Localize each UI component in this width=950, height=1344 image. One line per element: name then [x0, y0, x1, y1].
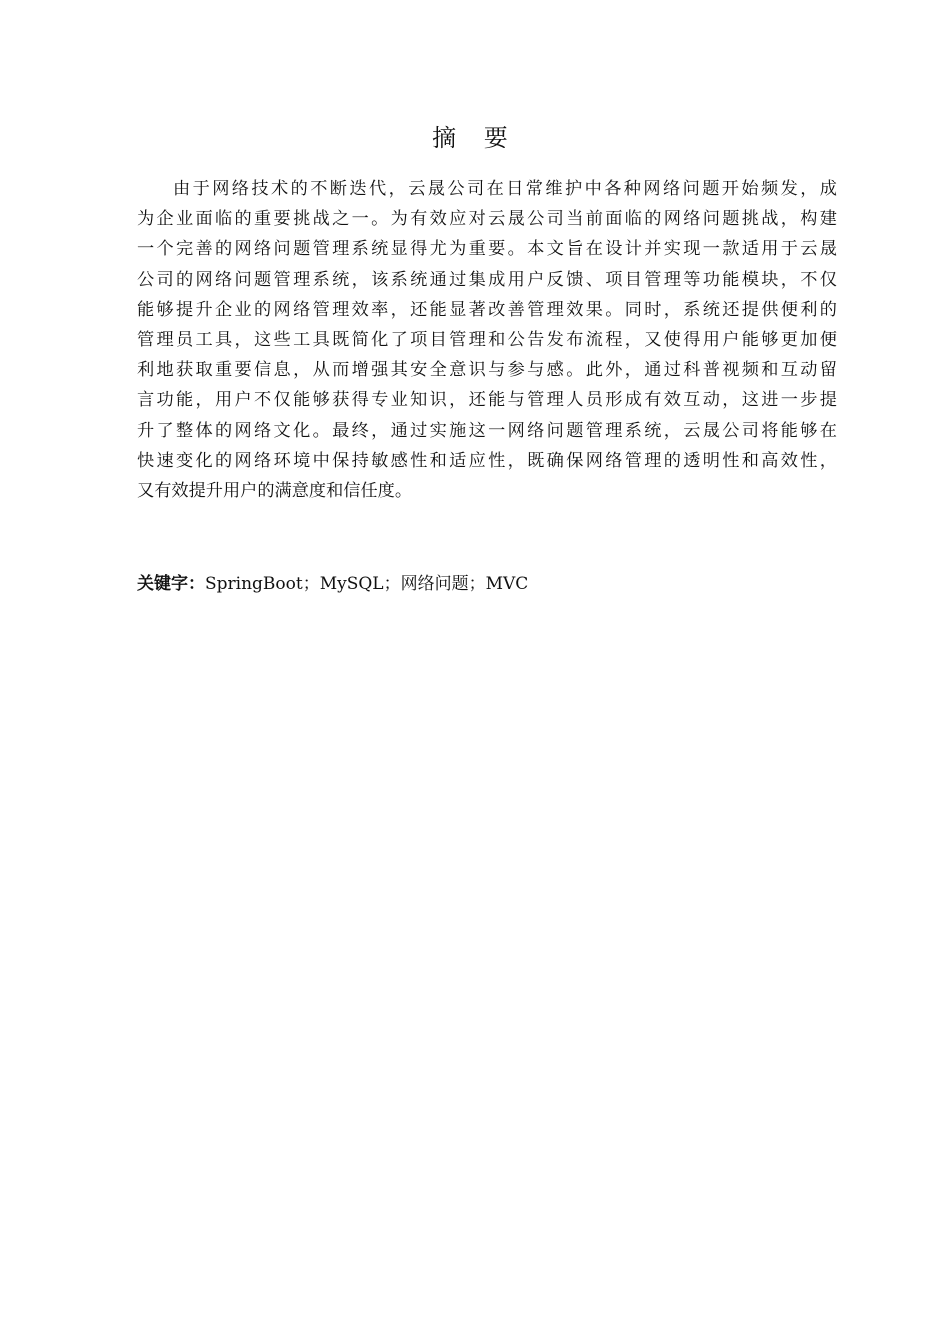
- abstract-line: 利地获取重要信息，从而增强其安全意识与参与感。此外，通过科普视频和互动留: [137, 360, 837, 381]
- abstract-line: 一个完善的网络问题管理系统显得尤为重要。本文旨在设计并实现一款适用于云晟: [137, 239, 837, 260]
- abstract-line: 公司的网络问题管理系统，该系统通过集成用户反馈、项目管理等功能模块，不仅: [137, 269, 837, 290]
- keywords-text: SpringBoot；MySQL；网络问题；MVC: [205, 574, 529, 594]
- keywords-label: 关键字：: [137, 574, 205, 594]
- abstract-line: 为企业面临的重要挑战之一。为有效应对云晟公司当前面临的网络问题挑战，构建: [137, 209, 837, 230]
- abstract-line: 快速变化的网络环境中保持敏感性和适应性，既确保网络管理的透明性和高效性，: [137, 450, 837, 471]
- abstract-title: 摘 要: [432, 124, 518, 152]
- abstract-body: [137, 174, 837, 506]
- abstract-line: 由于网络技术的不断迭代，云晟公司在日常维护中各种网络问题开始频发，成: [173, 179, 837, 199]
- abstract-line: 言功能，用户不仅能够获得专业知识，还能与管理人员形成有效互动，这进一步提: [137, 390, 837, 411]
- abstract-line: 升了整体的网络文化。最终，通过实施这一网络问题管理系统，云晟公司将能够在: [137, 420, 837, 441]
- abstract-line: 能够提升企业的网络管理效率，还能显著改善管理效果。同时，系统还提供便利的: [137, 299, 837, 320]
- abstract-line: 又有效提升用户的满意度和信任度。: [137, 481, 413, 502]
- keywords-line: [137, 570, 837, 598]
- abstract-line: 管理员工具，这些工具既简化了项目管理和公告发布流程，又使得用户能够更加便: [137, 330, 837, 351]
